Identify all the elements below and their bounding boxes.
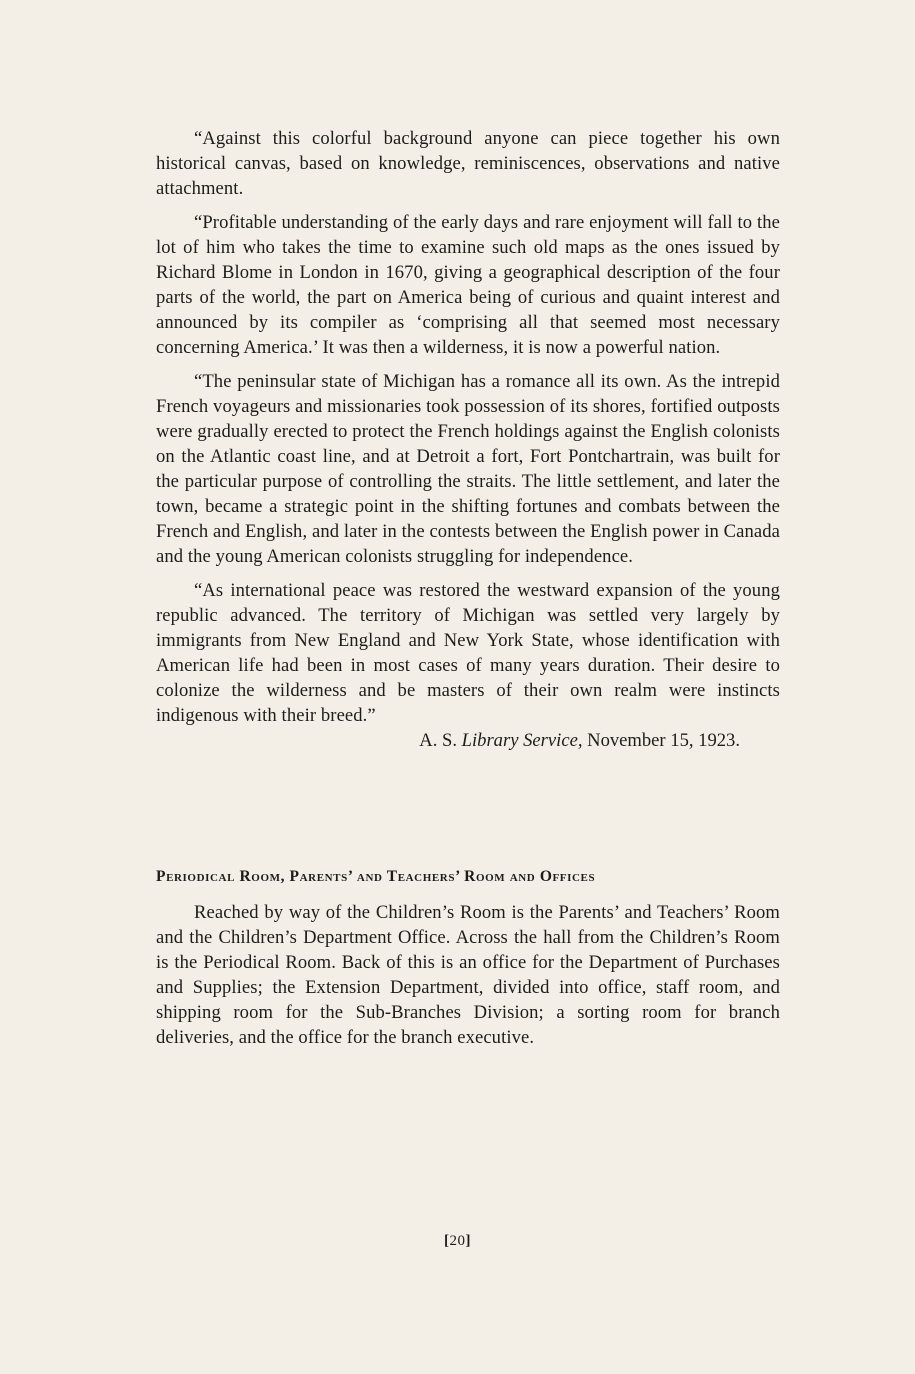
section-paragraph: Reached by way of the Children’s Room is the Parents’ and Teachers’ Room and the Children’s Department Office. Across the hall from the Children’s Room is the Periodical Room. Back of this is an office for the Department of Purchases and Supplies; the Extension Department, divided into office, staff room, and shipping room for the Sub-Branches Division; a sorting room for branch deliveries, and the office for the branch executive. bbox=[156, 902, 780, 1048]
page-number-open-bracket: [ bbox=[444, 1233, 450, 1249]
attribution-date: November 15, 1923. bbox=[587, 730, 740, 751]
attribution-publication: Library Service, bbox=[461, 730, 583, 751]
quote-paragraph-2: “Profitable understanding of the early days and rare enjoyment will fall to the lot of him who takes the time to examine such old maps as the ones issued by Richard Blome in London in 1670, giving a geographical description of the four parts of the world, the part on America being of curious and quaint interest and announced by its compiler as ‘comprising all that seemed most necessary concerning America.’ It was then a wilderness, it is now a powerful nation. bbox=[156, 212, 780, 358]
page-number-value: 20 bbox=[449, 1233, 466, 1249]
section-heading: Periodical Room, Parents’ and Teachers’ Room and Offices bbox=[156, 868, 596, 885]
attribution-author: A. S. bbox=[419, 730, 457, 751]
quoted-text-block bbox=[156, 126, 780, 753]
quote-paragraph-3: “The peninsular state of Michigan has a romance all its own. As the intrepid French voyageurs and missionaries took possession of its shores, fortified outposts were gradually erected to protect the French holdings against the English colonists on the Atlantic coast line, and at Detroit a fort, Fort Pontchartrain, was built for the particular purpose of controlling the straits. The little settlement, and later the town, became a strategic point in the shifting fortunes and combats between the French and English, and later in the contests between the English power in Canada and the young American colonists struggling for independence. bbox=[156, 371, 780, 567]
quote-paragraph-4: “As international peace was restored the westward expansion of the young republic advanced. The territory of Michigan was settled very largely by immigrants from New England and New York State, whose identification with American life had been in most cases of many years duration. Their desire to colonize the wilderness and be masters of their own realm were instincts indigenous with their breed.” bbox=[156, 580, 780, 726]
quote-paragraph-1: “Against this colorful background anyone can piece together his own historical canvas, based on knowledge, reminiscences, observations and native attachment. bbox=[156, 128, 780, 199]
page-number-close-bracket: ] bbox=[465, 1233, 471, 1249]
quote-attribution bbox=[156, 728, 780, 753]
page-number bbox=[0, 1233, 915, 1250]
section-body bbox=[156, 900, 780, 1059]
